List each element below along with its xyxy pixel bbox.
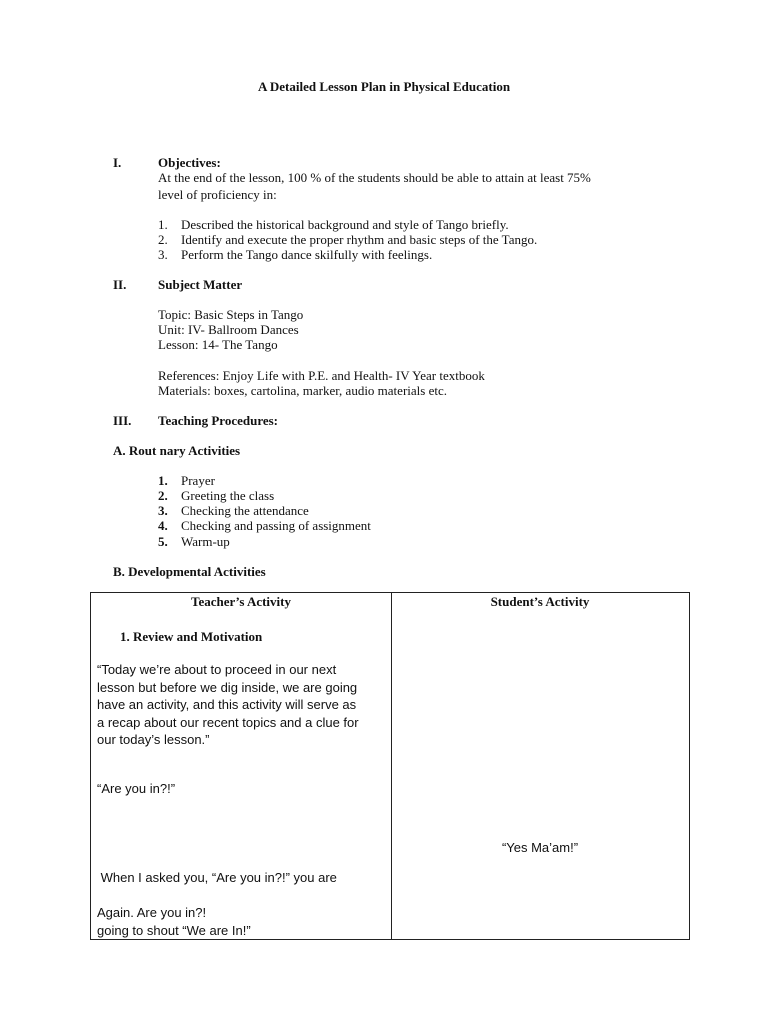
objective-item-number: 2. (158, 232, 168, 247)
objective-item-number: 3. (158, 247, 168, 262)
text-line: lesson but before we dig inside, we are going (97, 679, 358, 695)
routinary-item-number: 5. (158, 534, 168, 549)
routinary-item: Checking the attendance (181, 503, 309, 518)
routinary-item: Prayer (181, 473, 215, 488)
objective-item-number: 1. (158, 217, 168, 232)
text-line: When I asked you, “Are you in?!” you are (97, 870, 337, 885)
text-line: have an activity, and this activity will serve as (97, 697, 357, 712)
objectives-numeral: I. (113, 155, 122, 170)
subject-matter-heading: Subject Matter (158, 277, 243, 292)
routinary-item-number: 4. (158, 518, 168, 533)
routinary-item-number: 1. (158, 473, 168, 488)
references-line: References: Enjoy Life with P.E. and Health- IV Year textbook (158, 368, 485, 383)
teacher-repeat-question: Again. Are you in?! (97, 905, 207, 920)
text-line: our today’s lesson.” (97, 732, 210, 747)
objectives-heading: Objectives: (158, 155, 221, 170)
procedures-heading: Teaching Procedures: (158, 413, 279, 428)
table-column-divider (391, 593, 392, 939)
topic-line: Topic: Basic Steps in Tango (158, 307, 304, 322)
unit-line: Unit: IV- Ballroom Dances (158, 322, 299, 337)
routinary-item: Warm-up (181, 534, 230, 549)
routinary-item: Greeting the class (181, 488, 275, 503)
subject-matter-numeral: II. (113, 277, 127, 292)
objective-item: Identify and execute the proper rhythm and basic steps of the Tango. (181, 232, 538, 247)
teacher-activity-header: Teacher’s Activity (190, 594, 291, 609)
student-activity-header: Student’s Activity (490, 594, 590, 609)
materials-line: Materials: boxes, cartolina, marker, audio materials etc. (158, 383, 447, 398)
page-title: A Detailed Lesson Plan in Physical Education (257, 79, 511, 94)
teacher-paragraph-intro (97, 661, 359, 749)
objective-item: Perform the Tango dance skilfully with feelings. (181, 247, 433, 262)
developmental-heading: B. Developmental Activities (113, 564, 266, 579)
routinary-item: Checking and passing of assignment (181, 518, 371, 533)
routinary-heading: A. Rout nary Activities (113, 443, 241, 458)
procedures-numeral: III. (113, 413, 132, 428)
objectives-intro-line1: At the end of the lesson, 100 % of the students should be able to attain at least 75% (158, 170, 591, 185)
lesson-line: Lesson: 14- The Tango (158, 337, 278, 352)
routinary-item-number: 2. (158, 488, 168, 503)
review-motivation-heading: 1. Review and Motivation (120, 629, 263, 644)
student-reply: “Yes Ma’am!” (501, 840, 579, 855)
text-line: a recap about our recent topics and a clue for (97, 714, 359, 730)
text-line: going to shout “We are In!” (97, 922, 251, 938)
objectives-intro-line2: level of proficiency in: (158, 187, 277, 202)
routinary-item-number: 3. (158, 503, 168, 518)
activity-table (90, 592, 690, 940)
text-line: “Today we’re about to proceed in our next (97, 662, 337, 677)
objective-item: Described the historical background and style of Tango briefly. (181, 217, 509, 232)
teacher-question: “Are you in?!” (97, 781, 176, 796)
